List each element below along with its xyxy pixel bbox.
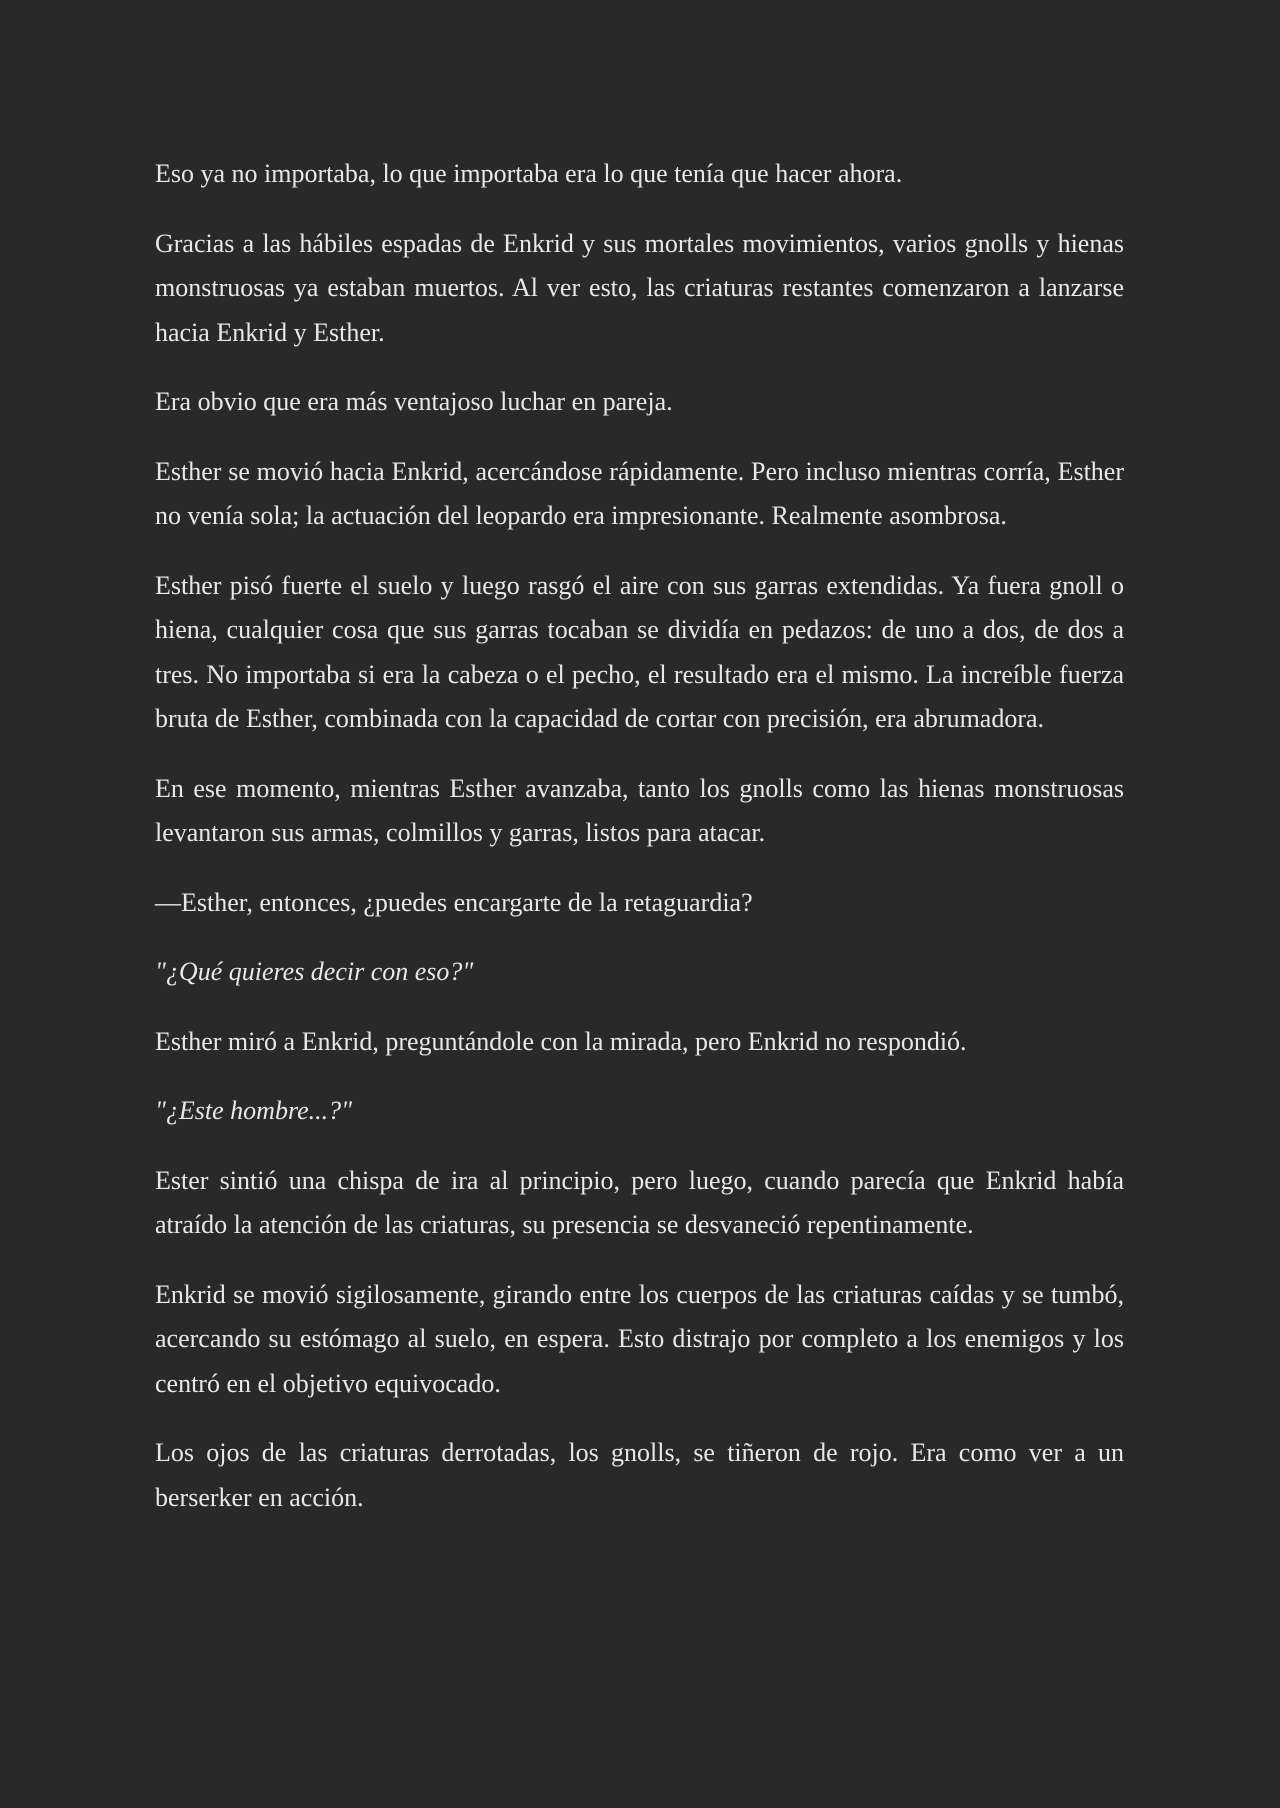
paragraph-11: Ester sintió una chispa de ira al principio, pero luego, cuando parecía que Enkrid había atraído la atención de las criaturas, su presencia se desvaneció repentinamente. bbox=[155, 1165, 1124, 1239]
paragraph-3: Era obvio que era más ventajoso luchar en pareja. bbox=[155, 387, 673, 416]
paragraph-9: Esther miró a Enkrid, preguntándole con la mirada, pero Enkrid no respondió. bbox=[155, 1026, 967, 1056]
paragraph-8: "¿Qué quieres decir con eso?" bbox=[155, 957, 474, 986]
paragraph-12: Enkrid se movió sigilosamente, girando entre los cuerpos de las criaturas caídas y se tumbó, acercando su estómago al suelo, en espera. Esto distrajo por completo a los enemigos y los centró en el objetivo equivocado. bbox=[155, 1279, 1124, 1398]
paragraph-4: Esther se movió hacia Enkrid, acercándose rápidamente. Pero incluso mientras corría, Esther no venía sola; la actuación del leopardo era impresionante. Realmente asombrosa. bbox=[155, 456, 1124, 530]
paragraph-2: Gracias a las hábiles espadas de Enkrid y sus mortales movimientos, varios gnolls y hienas monstruosas ya estaban muertos. Al ver esto, las criaturas restantes comenzaron a lanzarse hacia Enkrid y Esther. bbox=[155, 228, 1124, 347]
paragraph-10: "¿Este hombre...?" bbox=[155, 1096, 353, 1125]
paragraph-7: —Esther, entonces, ¿puedes encargarte de la retaguardia? bbox=[155, 887, 753, 917]
paragraph-5: Esther pisó fuerte el suelo y luego rasgó el aire con sus garras extendidas. Ya fuera gnoll o hiena, cualquier cosa que sus garras tocaban se dividía en pedazos: de uno a dos, de dos a tres. No importaba si era la cabeza o el pecho, el resultado era el mismo. La increíble fuerza bruta de Esther, combinada con la capacidad de cortar con precisión, era abrumadora. bbox=[155, 570, 1124, 733]
paragraph-13: Los ojos de las criaturas derrotadas, los gnolls, se tiñeron de rojo. Era como ver a un berserker en acción. bbox=[155, 1438, 1124, 1512]
paragraph-1: Eso ya no importaba, lo que importaba era lo que tenía que hacer ahora. bbox=[155, 159, 903, 188]
chapter-text bbox=[155, 152, 1124, 1520]
paragraph-6: En ese momento, mientras Esther avanzaba, tanto los gnolls como las hienas monstruosas levantaron sus armas, colmillos y garras, listos para atacar. bbox=[155, 773, 1124, 847]
